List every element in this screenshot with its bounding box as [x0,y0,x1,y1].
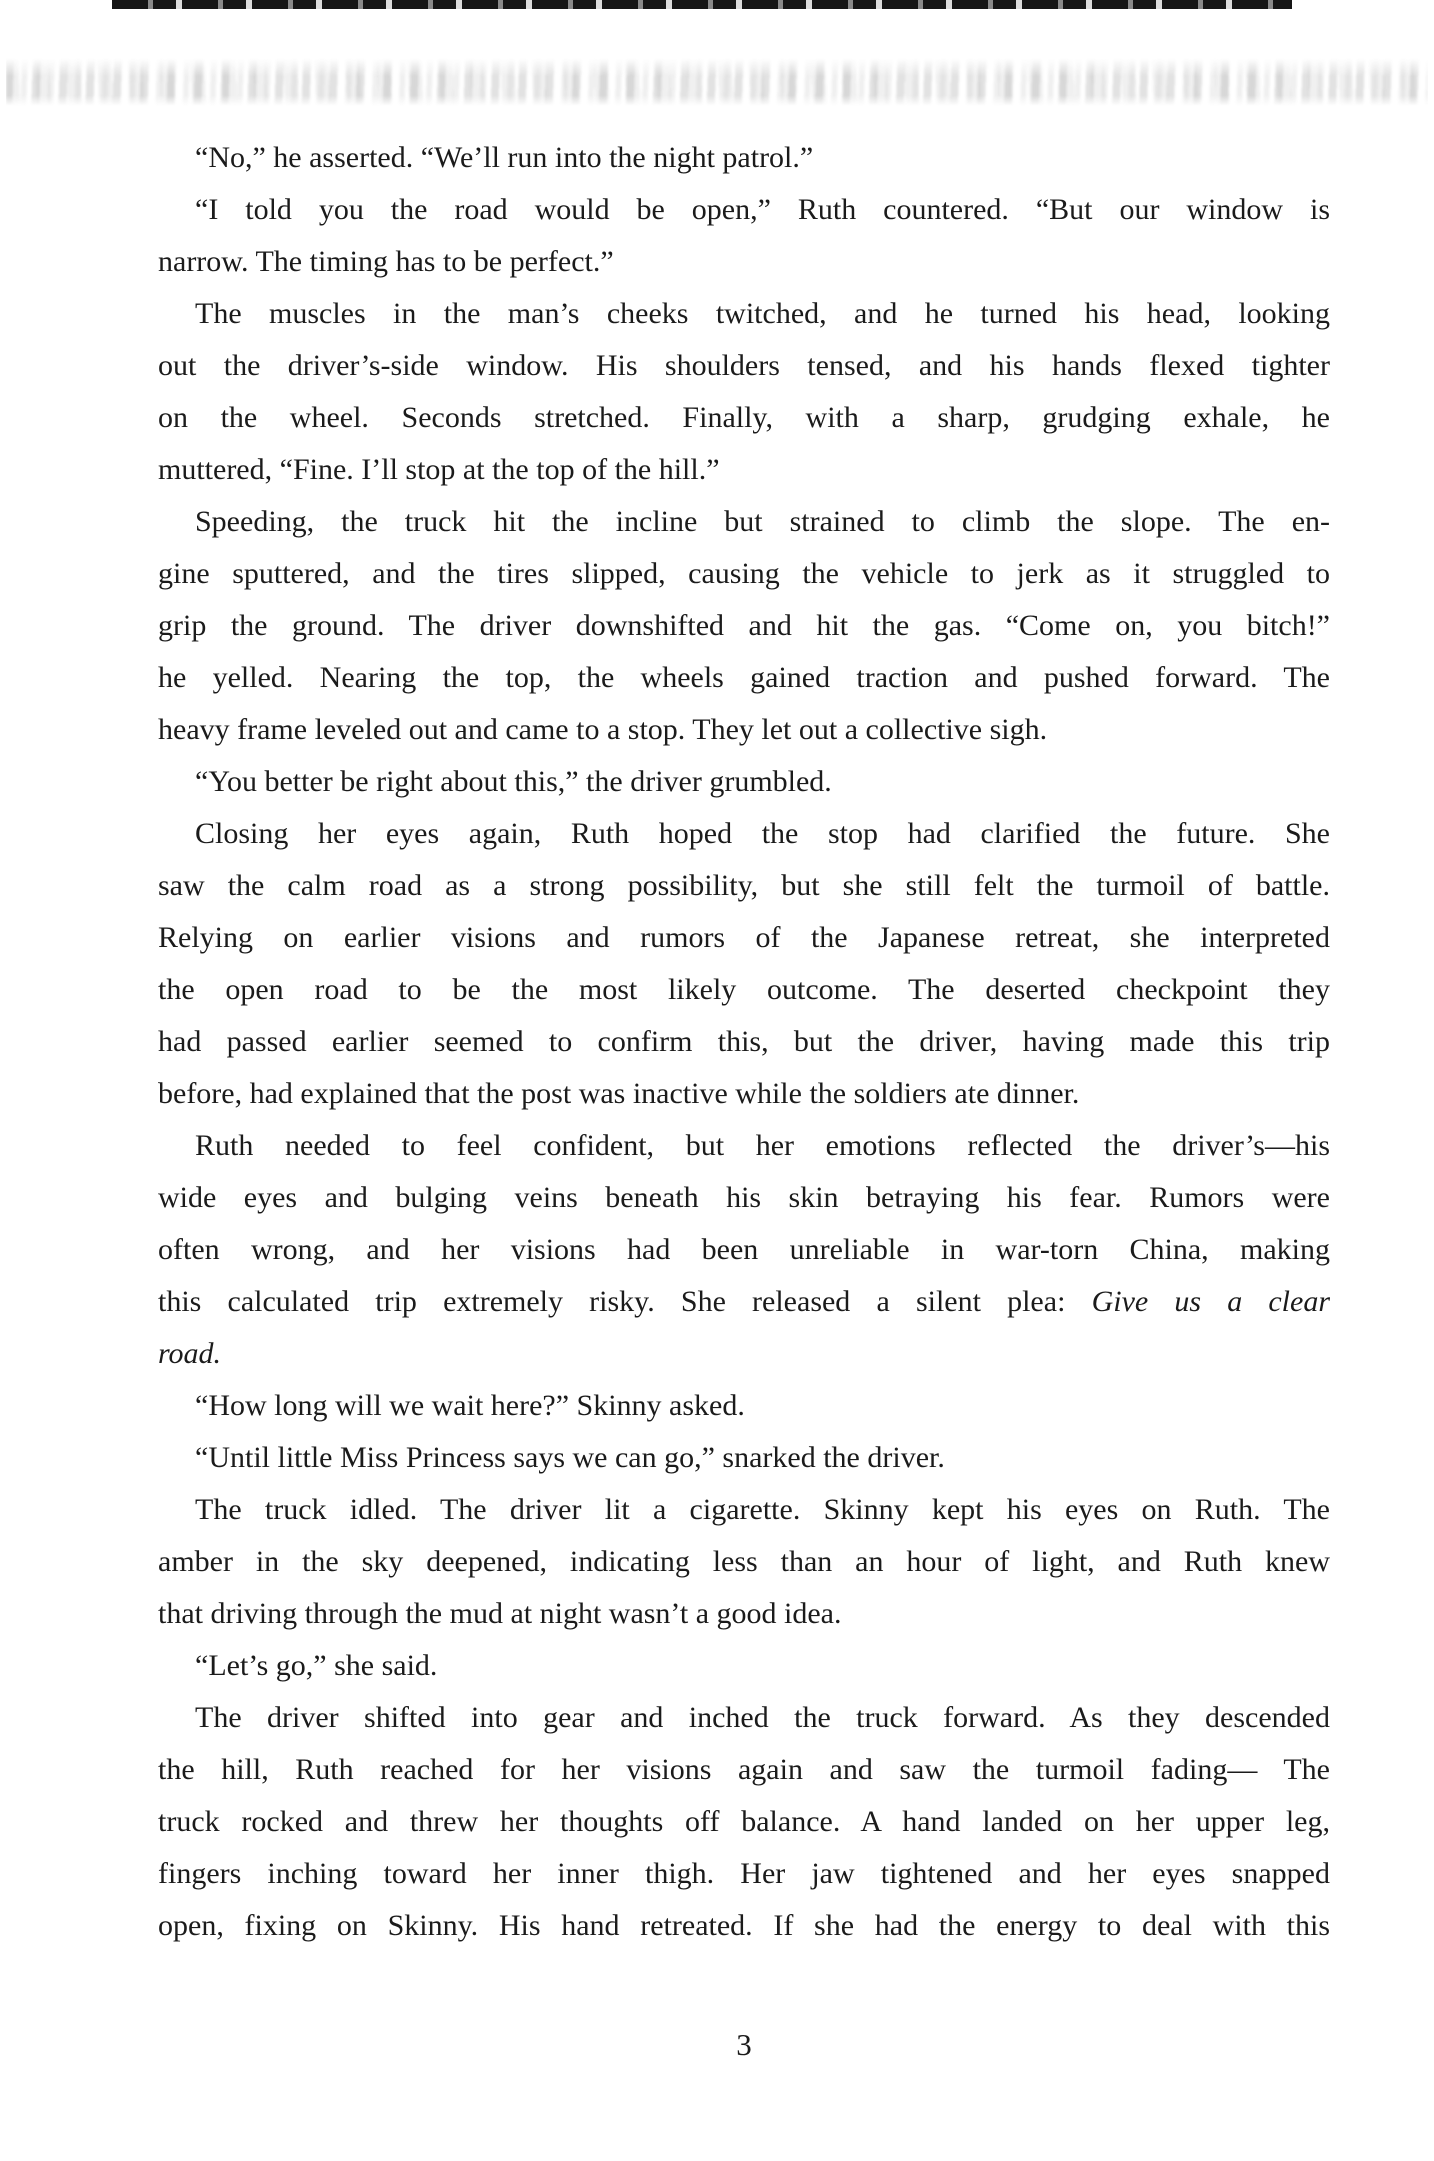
text-run: this calculated trip extremely risky. She released a silent plea: [158,1285,1092,1318]
text-run: “Let’s go,” she said. [195,1649,438,1682]
text-run: often wrong, and her visions had been unreliable in war-torn China, making [158,1233,1330,1266]
text-run: Relying on earlier visions and rumors of the Japanese retreat, she interpreted [158,921,1330,954]
text-run: Closing her eyes again, Ruth hoped the stop had clarified the future. She [195,817,1330,850]
text-line [158,1588,1330,1640]
text-line [158,340,1330,392]
text-run: gine sputtered, and the tires slipped, causing the vehicle to jerk as it struggled to [158,557,1330,590]
text-line [158,704,1330,756]
text-run: fingers inching toward her inner thigh. Her jaw tightened and her eyes snapped [158,1857,1330,1890]
text-line [158,1328,1330,1380]
paragraph [158,1692,1330,1952]
text-run: muttered, “Fine. I’ll stop at the top of the hill.” [158,453,720,486]
text-line [158,1900,1330,1952]
paragraph [158,808,1330,1120]
text-run: out the driver’s-side window. His shoulders tensed, and his hands flexed tighter [158,349,1330,382]
text-line [158,1276,1330,1328]
paragraph [158,1120,1330,1380]
text-line [158,1692,1330,1744]
text-line [158,496,1330,548]
text-run: heavy frame leveled out and came to a stop. They let out a collective sigh. [158,713,1048,746]
text-run: “Until little Miss Princess says we can go,” snarked the driver. [195,1441,945,1474]
text-run: narrow. The timing has to be perfect.” [158,245,614,278]
text-line [158,1224,1330,1276]
text-line [158,1744,1330,1796]
text-block [158,132,1330,1952]
text-line [158,1796,1330,1848]
text-run: The driver shifted into gear and inched the truck forward. As they descended [195,1701,1330,1734]
paragraph [158,1640,1330,1692]
text-run: “I told you the road would be open,” Ruth countered. “But our window is [195,193,1330,226]
text-line [158,236,1330,288]
paragraph [158,288,1330,496]
page-number: 3 [736,2027,752,2062]
text-line [158,1068,1330,1120]
italic-text-run: Give us a clear [1091,1285,1330,1318]
paragraph [158,184,1330,288]
text-line [158,912,1330,964]
text-line [158,1380,1330,1432]
text-line [158,1432,1330,1484]
text-line [158,1172,1330,1224]
text-line [158,964,1330,1016]
text-line [158,444,1330,496]
scan-edge-artifact [112,0,1292,9]
text-line [158,860,1330,912]
text-line [158,392,1330,444]
text-line [158,1016,1330,1068]
text-line [158,1120,1330,1172]
text-run: The truck idled. The driver lit a cigarette. Skinny kept his eyes on Ruth. The [195,1493,1330,1526]
text-line [158,288,1330,340]
text-run: Ruth needed to feel confident, but her emotions reflected the driver’s—his [195,1129,1330,1162]
ghost-text-band [6,58,1428,106]
text-line [158,1484,1330,1536]
text-run: The muscles in the man’s cheeks twitched, and he turned his head, looking [195,297,1330,330]
text-line [158,548,1330,600]
paragraph [158,1432,1330,1484]
text-line [158,1536,1330,1588]
text-run: saw the calm road as a strong possibility, but she still felt the turmoil of battle. [158,869,1330,902]
text-line [158,652,1330,704]
italic-text-run: road. [158,1337,222,1370]
text-run: on the wheel. Seconds stretched. Finally, with a sharp, grudging exhale, he [158,401,1330,434]
text-line [158,756,1330,808]
text-run: “How long will we wait here?” Skinny asked. [195,1389,745,1422]
text-run: the open road to be the most likely outcome. The deserted checkpoint they [158,973,1330,1006]
text-line [158,600,1330,652]
paragraph [158,1484,1330,1640]
text-run: “No,” he asserted. “We’ll run into the night patrol.” [195,141,814,174]
text-line [158,1848,1330,1900]
text-run: grip the ground. The driver downshifted and hit the gas. “Come on, you bitch!” [158,609,1330,642]
text-line [158,1640,1330,1692]
paragraph [158,756,1330,808]
paragraph [158,1380,1330,1432]
text-run: Speeding, the truck hit the incline but strained to climb the slope. The en- [195,505,1330,538]
paragraph [158,132,1330,184]
text-line [158,184,1330,236]
text-run: before, had explained that the post was inactive while the soldiers ate dinner. [158,1077,1080,1110]
text-line [158,132,1330,184]
text-run: he yelled. Nearing the top, the wheels gained traction and pushed forward. The [158,661,1330,694]
text-run: amber in the sky deepened, indicating less than an hour of light, and Ruth knew [158,1545,1330,1578]
paragraph [158,496,1330,756]
text-run: that driving through the mud at night wasn’t a good idea. [158,1597,842,1630]
text-run: wide eyes and bulging veins beneath his skin betraying his fear. Rumors were [158,1181,1330,1214]
text-run: had passed earlier seemed to confirm this, but the driver, having made this trip [158,1025,1330,1058]
text-line [158,808,1330,860]
text-run: the hill, Ruth reached for her visions again and saw the turmoil fading— The [158,1753,1330,1786]
text-run: truck rocked and threw her thoughts off balance. A hand landed on her upper leg, [158,1805,1330,1838]
text-run: “You better be right about this,” the driver grumbled. [195,765,832,798]
text-run: open, fixing on Skinny. His hand retreated. If she had the energy to deal with this [158,1909,1330,1942]
